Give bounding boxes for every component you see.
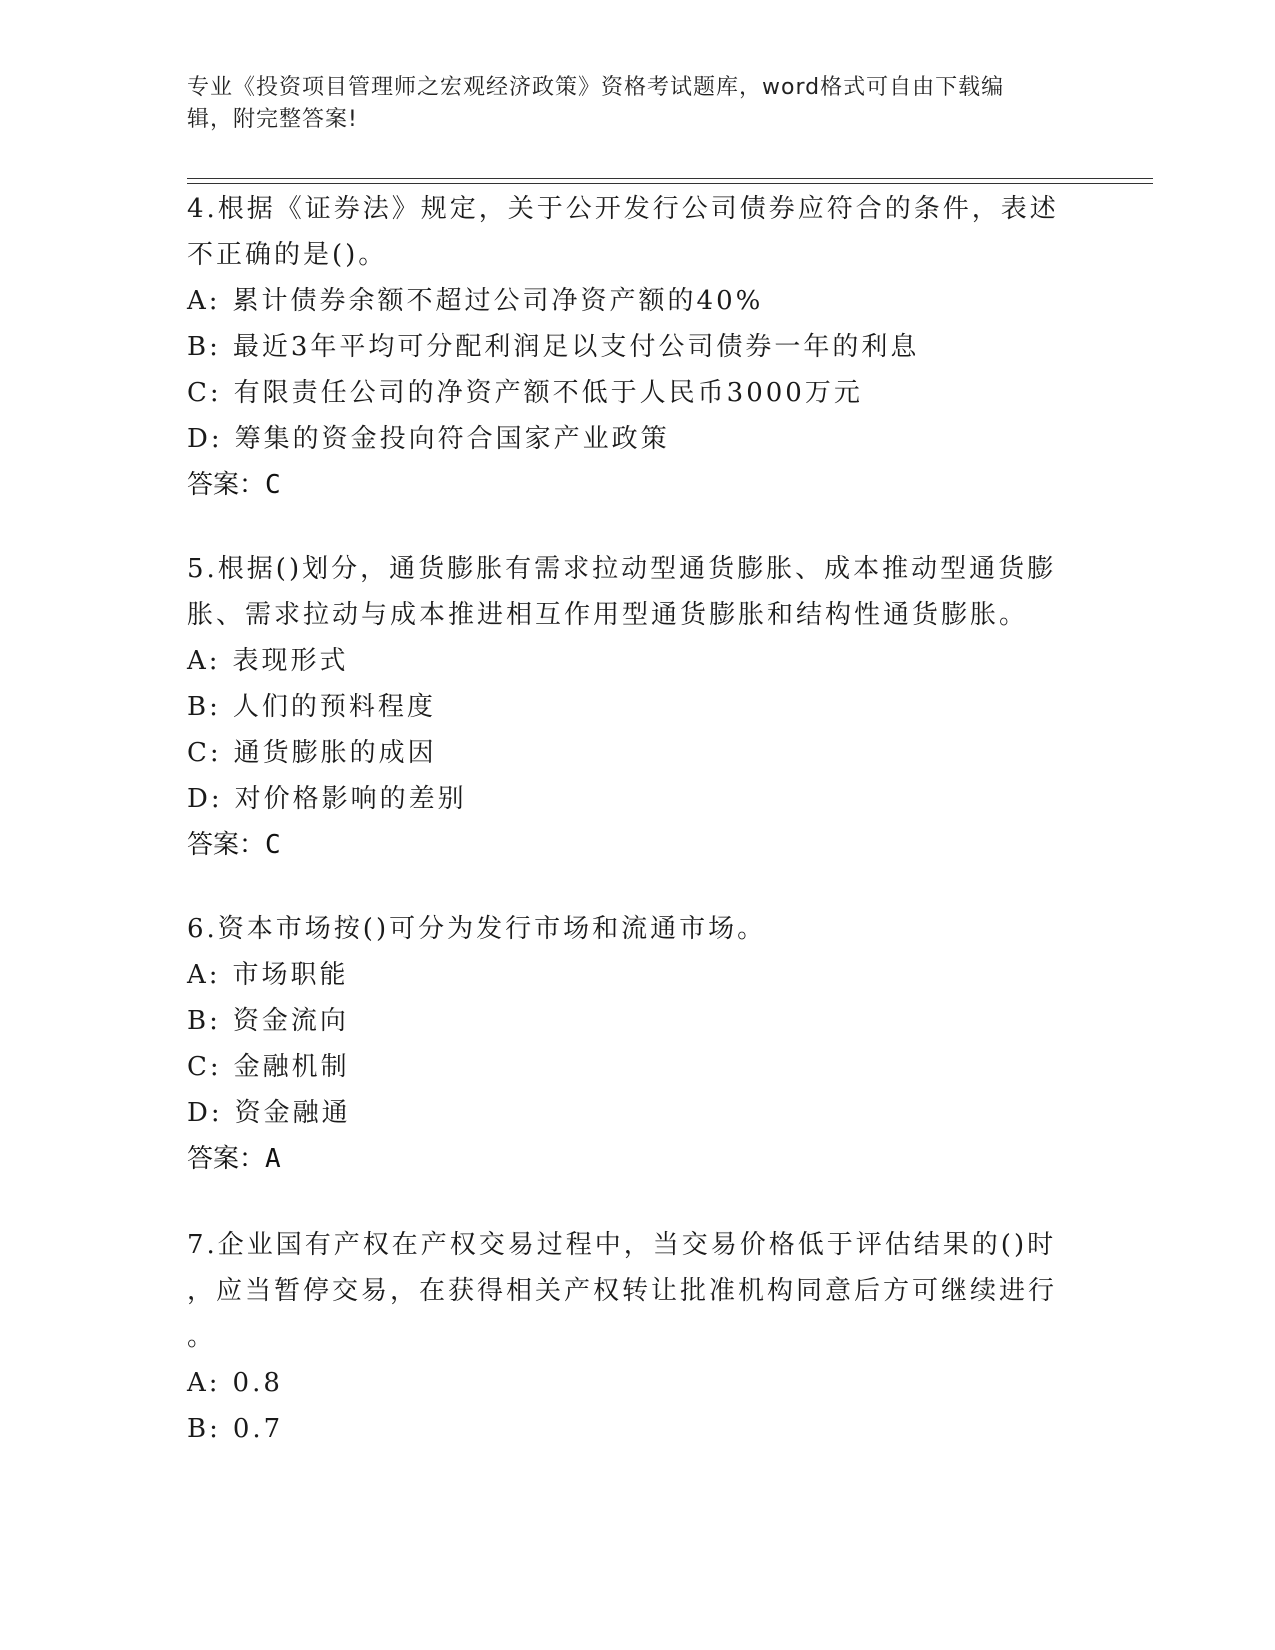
answer-label: 答案： [187,830,266,860]
option-text: 最近3年平均可分配利润足以支付公司债券一年的利息 [232,332,920,362]
question-stem-line: 5.根据()划分，通货膨胀有需求拉动型通货膨胀、成本推动型通货膨 [187,554,1057,584]
option-label: D: [187,784,223,814]
option-label: B: [187,1414,221,1444]
answer-value: A [265,1144,281,1174]
option-text: 资金流向 [232,1006,349,1036]
question-5 [187,546,1067,868]
option-text: 资金融通 [234,1098,351,1128]
header-line-1: 专业《投资项目管理师之宏观经济政策》资格考试题库，word格式可自由下载编 [187,75,1005,100]
option-label: B: [187,1006,221,1036]
option-c [187,370,1067,416]
question-stem-line: 。 [187,1322,217,1352]
question-6 [187,906,1067,1182]
document-header [187,72,1067,136]
option-text: 0.8 [232,1368,283,1398]
option-text: 0.7 [232,1414,284,1444]
option-label: A: [187,960,221,990]
option-text: 人们的预料程度 [232,692,436,722]
answer-value: C [265,830,281,860]
question-4 [187,186,1067,508]
option-text: 市场职能 [232,960,349,990]
answer-label: 答案： [187,1144,266,1174]
option-text: 筹集的资金投向符合国家产业政策 [234,424,670,454]
question-stem-line: 7.企业国有产权在产权交易过程中，当交易价格低于评估结果的()时 [187,1230,1057,1260]
option-label: B: [187,692,221,722]
option-label: D: [187,424,223,454]
answer [187,1136,1067,1182]
answer [187,462,1067,508]
option-a [187,278,1067,324]
option-d [187,1090,1067,1136]
option-text: 累计债券余额不超过公司净资产额的40% [232,286,764,316]
question-stem-line: 胀、需求拉动与成本推进相互作用型通货膨胀和结构性通货膨胀。 [187,600,1029,630]
option-text: 金融机制 [233,1052,350,1082]
option-b [187,684,1067,730]
option-a [187,952,1067,998]
option-d [187,416,1067,462]
header-divider-bottom [187,183,1153,184]
question-stem-line: 4.根据《证券法》规定，关于公开发行公司债券应符合的条件，表述 [187,194,1059,224]
option-label: A: [187,646,221,676]
answer [187,822,1067,868]
option-label: A: [187,286,221,316]
option-a [187,1360,1067,1406]
option-label: A: [187,1368,221,1398]
question-stem-line: ，应当暂停交易，在获得相关产权转让批准机构同意后方可继续进行 [187,1276,1058,1306]
option-label: D: [187,1098,223,1128]
option-label: C: [187,738,222,768]
option-text: 表现形式 [232,646,349,676]
question-stem-line: 6.资本市场按()可分为发行市场和流通市场。 [187,914,767,944]
option-b [187,998,1067,1044]
answer-value: C [265,470,281,500]
answer-label: 答案： [187,470,266,500]
option-d [187,776,1067,822]
option-label: C: [187,378,222,408]
question-stem-line: 不正确的是()。 [187,240,388,270]
header-line-2: 辑，附完整答案! [187,107,358,132]
option-c [187,1044,1067,1090]
option-c [187,730,1067,776]
option-a [187,638,1067,684]
option-b [187,324,1067,370]
option-label: B: [187,332,221,362]
option-text: 通货膨胀的成因 [233,738,437,768]
option-label: C: [187,1052,222,1082]
option-b [187,1406,1067,1452]
option-text: 对价格影响的差别 [234,784,467,814]
option-text: 有限责任公司的净资产额不低于人民币3000万元 [233,378,863,408]
header-divider-top [187,178,1153,179]
question-7 [187,1222,1067,1452]
